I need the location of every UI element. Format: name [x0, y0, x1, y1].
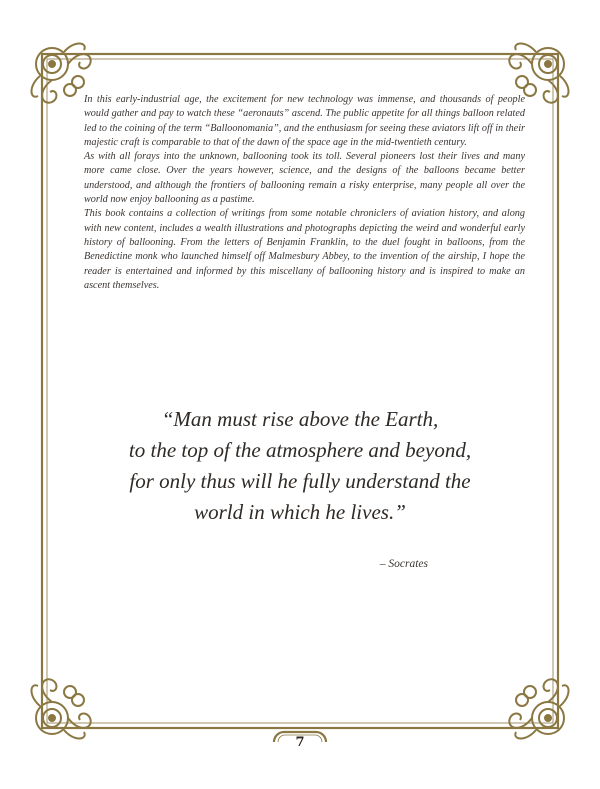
- paragraph-1: In this early-industrial age, the excitement for new technology was immense, and thousands of people would gather and pay to watch these “aeronauts” ascend. The public appetite for all things balloon related led to the coining of the term “Balloonomania”, and the enthusiasm for seeing these aviators lift off in their majestic craft is comparable to that of the dawn of the space age in the mid-twentieth century.: [84, 94, 525, 148]
- quote-attribution: – Socrates: [379, 558, 428, 570]
- quote-line-3: for only thus will he fully understand the: [129, 469, 471, 493]
- epigraph-quote: [60, 404, 540, 528]
- page-number: 7: [295, 734, 305, 750]
- quote-line-4: world in which he lives.”: [194, 500, 406, 524]
- quote-line-1: “Man must rise above the Earth,: [161, 407, 439, 431]
- intro-body-text: [84, 93, 525, 293]
- corner-ornament-icon: [32, 44, 91, 103]
- quote-line-2: to the top of the atmosphere and beyond,: [128, 438, 472, 462]
- paragraph-2: As with all forays into the unknown, ballooning took its toll. Several pioneers lost their lives and many more came close. Over the years however, science, and the designs of the balloons became better understood, and although the frontiers of ballooning remain a risky enterprise, many people all over the world now enjoy ballooning as a pastime.: [84, 151, 525, 206]
- paragraph-3: This book contains a collection of writings from some notable chroniclers of aviation history, and along with new content, includes a wealth illustrations and photographs depicting the weird and wonderful early history of ballooning. From the letters of Benjamin Franklin, to the duel fought in balloons, from the Benedictine monk who launched himself off Malmesbury Abbey, to the invention of the airship, I hope the reader is entertained and informed by this miscellany of ballooning history and is inspired to make an ascent themselves.: [84, 208, 525, 291]
